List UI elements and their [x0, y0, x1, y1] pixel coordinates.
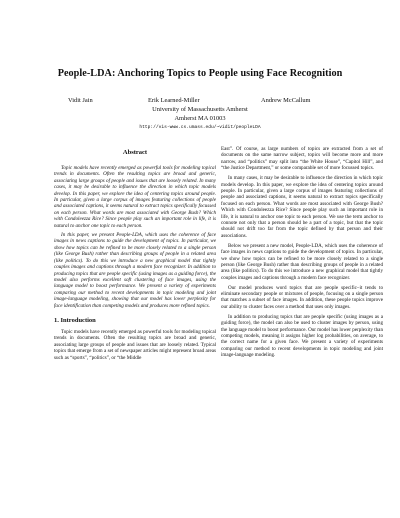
- introduction-paragraph-1: Topic models have recently emerged as powerful tools for modeling topical trends in documents. Often the resulting topics are broad and generic, associating large groups of people and issues that are loosely related. Typical topics that emerge from a set of newspaper articles might represent broad areas such as “sports”, “politics”, or “the Middle: [54, 328, 216, 361]
- abstract-heading: Abstract: [122, 149, 148, 156]
- right-paragraph-4: Our model produces word topics that are people specific–it tends to eliminate secondary people or mixtures of people, focusing on a single person that matches a subset of face images. In addition, these people topics improve our ability to cluster faces over a method that uses only images.: [221, 284, 383, 310]
- project-url[interactable]: http://vis-www.cs.umass.edu/~vidit/peopleLDA: [139, 125, 261, 130]
- right-column: [221, 146, 383, 359]
- right-paragraph-3: Below we present a new model, People-LDA, which uses the coherence of face images in news captions to guide the development of topics. In particular, we show how topics can be refined to be more closely related to a single person (like George Bush) rather than describing groups of people in a related area (like politics). To do this we introduce a new graphical model that tightly couples images and captions through a modern face recognizer.: [221, 242, 383, 281]
- introduction-heading: 1. Introduction: [54, 316, 96, 324]
- author-2: Erik Learned-Miller: [148, 97, 200, 104]
- affiliation-address: Amherst MA 01003: [174, 115, 226, 122]
- left-column: [54, 148, 216, 361]
- paper-title: People-LDA: Anchoring Topics to People using Face Recognition: [57, 68, 343, 79]
- abstract-paragraph-1: Topic models have recently emerged as powerful tools for modeling topical trends in documents. Often the resulting topics are broad and generic, associating large groups of people and issues that are loosely related. In many cases, it may be desirable to influence the direction in which topic models develop. In this paper, we explore the idea of centering topics around people. In particular, given a large corpus of images featuring collections of people and associated captions, it seems natural to extract topics specifically focussed on each person. What words are most associated with George Bush? Which with Condoleezza Rice? Since people play such an important role in life, it is natural to anchor one topic to each person.: [54, 165, 216, 229]
- abstract-paragraph-2: In this paper, we present People-LDA, which uses the coherence of face images in news captions to guide the development of topics. In particular, we show how topics can be refined to be more closely related to a single person (like George Bush) rather than describing groups of people in a related area (like politics). To do this we introduce a new graphical model that tightly couples images and captions through a modern face recognizer. In addition to producing topics that are people specific (using images as a guiding force), the model also performs excellent soft clustering of face images, using the language model to boost performance. We present a variety of experiments comparing our method to recent developments in topic modeling and joint image-language modeling, showing that our model has lower perplexity for face identification than competing models and produces more refined topics.: [54, 232, 216, 309]
- author-1: Vidit Jain: [68, 97, 93, 104]
- right-paragraph-5: In addition to producing topics that are people specific (using images as a guiding force), the model can also be used to cluster images by person, using the language model to boost performance. Our model has lower perplexity than competing models, meaning it assigns higher log probabilities, on average, to the correct name for a given face. We present a variety of experiments comparing our method to recent developments in topic modeling and joint image-language modeling.: [221, 313, 383, 359]
- right-paragraph-1: East”. Of course, as large numbers of topics are extracted from a set of documents on the same narrow subject, topics will become more and more narrow, and “politics” may split into “the White House”, “Capitol Hill”, and “the Justice Department,” or some comparable set of more focussed topics.: [221, 146, 383, 172]
- author-3: Andrew McCallum: [261, 97, 311, 104]
- right-paragraph-2: In many cases, it may be desirable to influence the direction in which topic models develop. In this paper, we explore the idea of centering topics around people. In particular, given a large corpus of images featuring collections of people and associated captions, it seems natural to extract topics specifically focused on each person. What words are most associated with George Bush? Which with Condoleezza Rice? Since people play such an important role in life, it is natural to anchor one topic to each person. We use the term anchor to connote not only that a person should be a part of a topic, but that the topic should not drift too far from the topic defined by that person and their associations.: [221, 175, 383, 239]
- affiliation-university: University of Massachusetts Amherst: [152, 106, 248, 113]
